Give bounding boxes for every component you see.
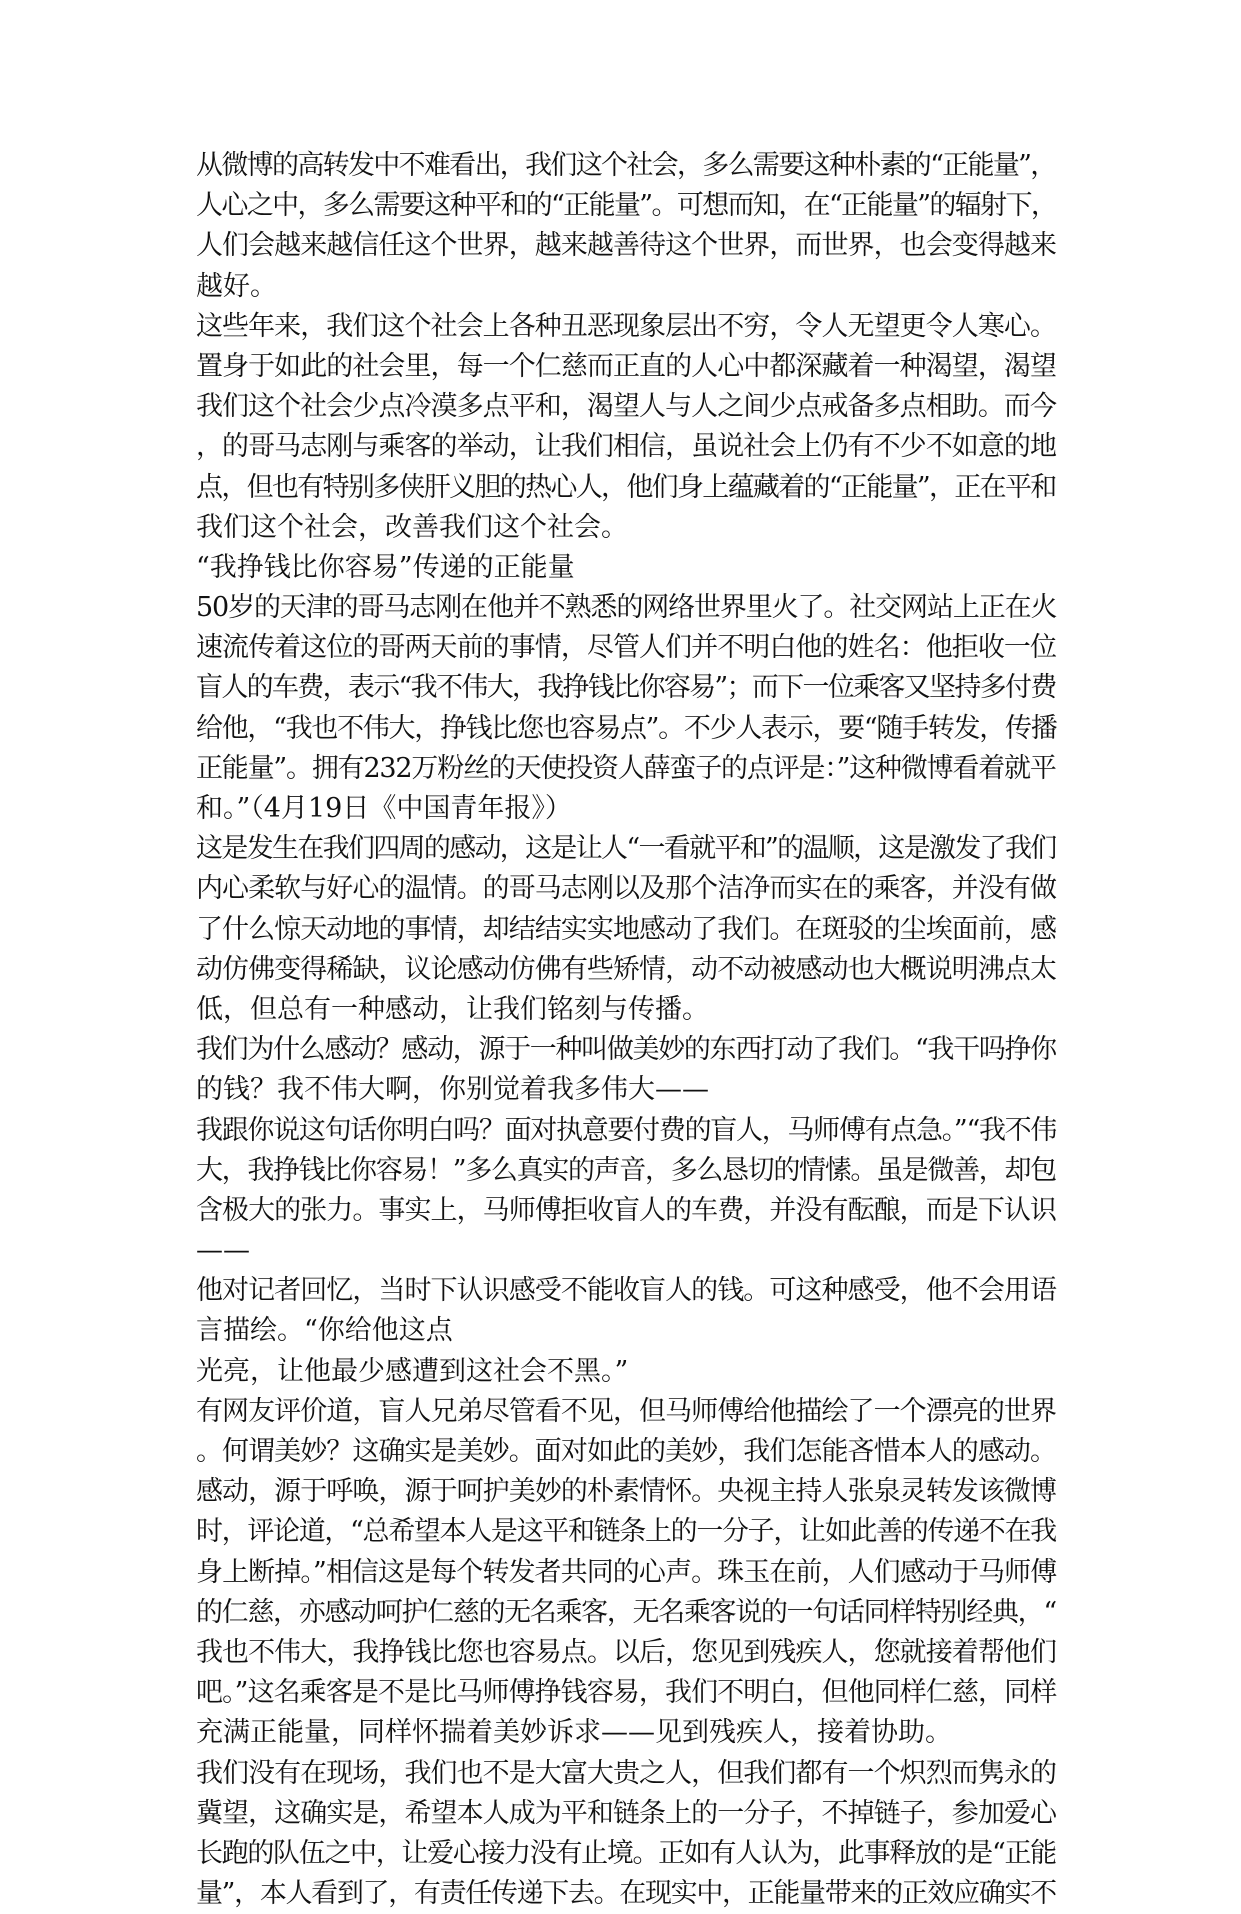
text-line: 速流传着这位的哥两天前的事情，尽管人们并不明白他的姓名：他拒收一位	[196, 632, 1056, 664]
text-line: 的仁慈，亦感动呵护仁慈的无名乘客，无名乘客说的一句话同样特别经典，“	[196, 1596, 1056, 1628]
text-line: 时，评论道，“总希望本人是这平和链条上的一分子，让如此善的传递不在我	[196, 1516, 1056, 1548]
text-line: 人们会越来越信任这个世界，越来越善待这个世界，而世界，也会变得越来	[196, 230, 1056, 262]
text-line: 的钱？我不伟大啊，你别觉着我多伟大——	[196, 1074, 709, 1106]
text-line: 从微博的高转发中不难看出，我们这个社会，多么需要这种朴素的“正能量”，	[196, 150, 1056, 181]
text-line: 感动，源于呼唤，源于呵护美妙的朴素情怀。央视主持人张泉灵转发该微博	[196, 1476, 1056, 1508]
text-line: 。何谓美妙？这确实是美妙。面对如此的美妙，我们怎能吝惜本人的感动。	[196, 1436, 1056, 1467]
text-line: 我们为什么感动？感动，源于一种叫做美妙的东西打动了我们。“我干吗挣你	[196, 1034, 1056, 1066]
text-line: 和。”（4月19日《中国青年报》）	[196, 793, 572, 824]
text-line: 越好。	[196, 270, 277, 302]
text-line: ，的哥马志刚与乘客的举动，让我们相信，虽说社会上仍有不少不如意的地	[196, 431, 1056, 463]
text-line: 大，我挣钱比你容易！”多么真实的声音，多么恳切的情愫。虽是微善，却包	[196, 1154, 1056, 1186]
text-line: 50岁的天津的哥马志刚在他并不熟悉的网络世界里火了。社交网站上正在火	[196, 592, 1057, 624]
text-line: 我们这个社会少点冷漠多点平和，渴望人与人之间少点戒备多点相助。而今	[196, 391, 1056, 423]
text-line: ——	[196, 1235, 250, 1267]
text-line: 置身于如此的社会里，每一个仁慈而正直的人心中都深藏着一种渴望，渴望	[196, 350, 1056, 382]
text-line: 内心柔软与好心的温情。的哥马志刚以及那个洁净而实在的乘客，并没有做	[196, 873, 1056, 905]
text-line: 正能量”。拥有232万粉丝的天使投资人薛蛮子的点评是：”这种微博看着就平	[196, 752, 1056, 784]
text-line: 我们没有在现场，我们也不是大富大贵之人，但我们都有一个炽烈而隽永的	[196, 1757, 1056, 1789]
text-line: 言描绘。“你给他这点	[196, 1315, 453, 1347]
text-line: 我也不伟大，我挣钱比您也容易点。以后，您见到残疾人，您就接着帮他们	[196, 1636, 1056, 1668]
text-line: “我挣钱比你容易”传递的正能量	[196, 551, 575, 583]
text-line: 量”，本人看到了，有责任传递下去。在现实中，正能量带来的正效应确实不	[196, 1878, 1056, 1910]
text-line: 这些年来，我们这个社会上各种丑恶现象层出不穷，令人无望更令人寒心。	[196, 310, 1056, 342]
text-line: 长跑的队伍之中，让爱心接力没有止境。正如有人认为，此事释放的是“正能	[196, 1837, 1056, 1869]
text-line: 点，但也有特别多侠肝义胆的热心人，他们身上蕴藏着的“正能量”，正在平和	[196, 471, 1056, 503]
text-line: 我跟你说这句话你明白吗？面对执意要付费的盲人，马师傅有点急。”“我不伟	[196, 1114, 1057, 1146]
text-line: 他对记者回忆，当时下认识感受不能收盲人的钱。可这种感受，他不会用语	[196, 1275, 1056, 1307]
text-line: 有网友评价道，盲人兄弟尽管看不见，但马师傅给他描绘了一个漂亮的世界	[196, 1395, 1056, 1427]
text-line: 盲人的车费，表示“我不伟大，我挣钱比你容易”；而下一位乘客又坚持多付费	[196, 672, 1056, 704]
text-line: 这是发生在我们四周的感动，这是让人“一看就平和”的温顺，这是激发了我们	[196, 833, 1056, 865]
text-line: 冀望，这确实是，希望本人成为平和链条上的一分子，不掉链子，参加爱心	[196, 1797, 1056, 1829]
text-line: 人心之中，多么需要这种平和的“正能量”。可想而知，在“正能量”的辐射下，	[196, 190, 1057, 222]
text-line: 我们这个社会，改善我们这个社会。	[196, 511, 628, 543]
text-line: 给他，“我也不伟大，挣钱比您也容易点”。不少人表示，要“随手转发，传播	[196, 712, 1057, 744]
document-body	[196, 146, 1056, 1914]
text-line: 充满正能量，同样怀揣着美妙诉求——见到残疾人，接着协助。	[196, 1717, 952, 1749]
text-line: 动仿佛变得稀缺，议论感动仿佛有些矫情，动不动被感动也大概说明沸点太	[196, 953, 1056, 985]
text-line: 吧。”这名乘客是不是比马师傅挣钱容易，我们不明白，但他同样仁慈，同样	[196, 1677, 1057, 1709]
text-line: 光亮，让他最少感遭到这社会不黑。”	[196, 1355, 629, 1387]
text-line: 了什么惊天动地的事情，却结结实实地感动了我们。在斑驳的尘埃面前，感	[196, 913, 1056, 945]
text-line: 含极大的张力。事实上，马师傅拒收盲人的车费，并没有酝酿，而是下认识	[196, 1194, 1056, 1226]
text-line: 低，但总有一种感动，让我们铭刻与传播。	[196, 993, 709, 1025]
text-line: 身上断掉。”相信这是每个转发者共同的心声。珠玉在前，人们感动于马师傅	[196, 1556, 1057, 1588]
